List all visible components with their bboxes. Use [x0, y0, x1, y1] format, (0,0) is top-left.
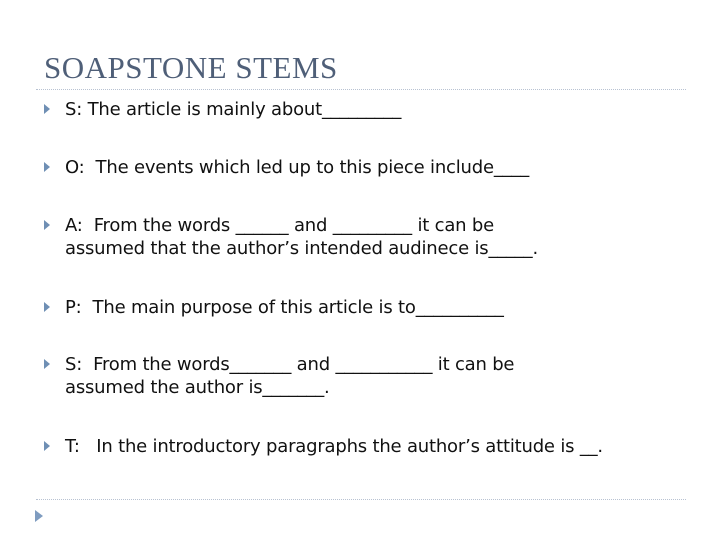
triangle-right-icon — [44, 302, 50, 312]
bullet-text: A: From the words ______ and _________ it can be assumed that the author’s intended audinece is_____. — [65, 215, 538, 259]
bullet-text: T: In the introductory paragraphs the author’s attitude is __. — [65, 436, 603, 457]
bullet-text: S: The article is mainly about_________ — [65, 99, 402, 120]
bullet-text: O: The events which led up to this piece include____ — [65, 157, 530, 178]
bullet-text: P: The main purpose of this article is to__________ — [65, 297, 504, 318]
triangle-right-icon — [44, 441, 50, 451]
bullet-text: S: From the words_______ and ___________ it can be assumed the author is_______. — [65, 354, 515, 398]
triangle-right-icon — [44, 220, 50, 230]
title-divider — [36, 89, 686, 90]
triangle-right-icon — [44, 162, 50, 172]
triangle-right-icon — [44, 104, 50, 114]
slide-title: SOAPSTONE STEMS — [44, 50, 338, 85]
triangle-right-icon[interactable] — [35, 510, 43, 522]
triangle-right-icon — [44, 359, 50, 369]
footer-divider — [36, 499, 686, 500]
